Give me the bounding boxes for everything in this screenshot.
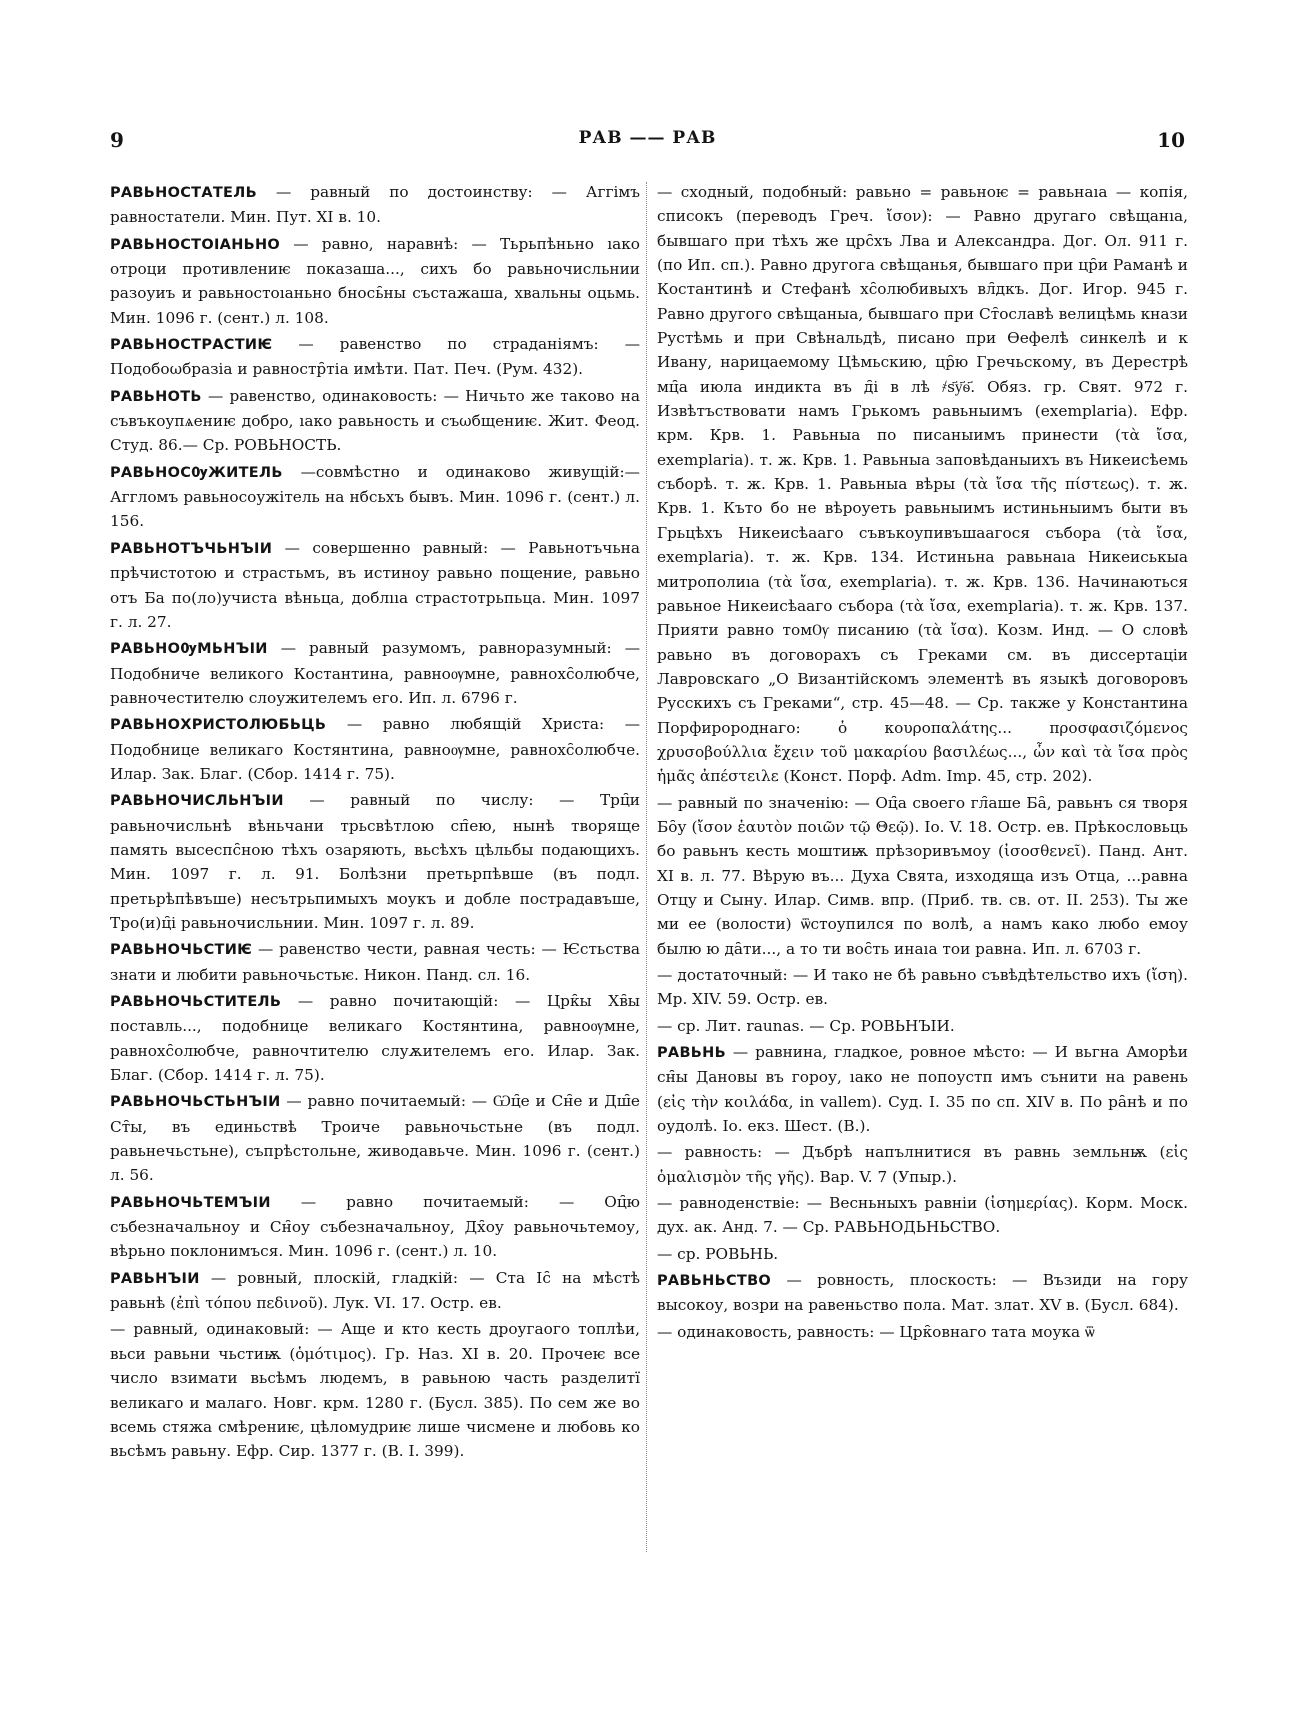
dictionary-entry <box>110 1266 640 1316</box>
entry-text: — равный, одинаковый: — Аще и кто кесть дроугаого топлѣи, вьси равьни чьстиѭ (ὁμότιμος). Гр. Наз. XI в. 20. Прочеѥ все число взимати вьсѣмъ людемъ, в равьною часть разделитї великаго и малаго. Новг. крм. 1280 г. (Бусл. 385). По сем же во всемь стяжа смѣрениѥ, цѣломудриѥ лише чисмене и любовь ко вьсѣмъ равьну. Ефр. Сир. 1377 г. (В. I. 399). <box>110 1320 640 1461</box>
entry-text: — равный разумомъ, равноразумный: — Подобниче великого Костантина, равноѹмне, равнохс̑олюбче, равночестителю слоужителемъ его. Ип. л. 6796 г. <box>110 639 640 707</box>
entry-headword: РАВЬНОѸМЬНЪІИ <box>110 641 268 658</box>
dictionary-entry <box>110 712 640 786</box>
entry-text: — равный по значенію: — Оц̑а своего гл̑аше Ба̑, равьнъ ся творя Бо̑у (ἴσον ἑαυτὸν ποιῶν τῷ Θεῷ). Іо. V. 18. Остр. ев. Прѣкословьць бо равьнъ кесть моштиѭ прѣзоривъмоу (ἰσοσθενεῖ). Панд. Ант. XI в. л. 77. Вѣрую въ... Духа Свята, изходяща изъ Отца, ...равна Отцу и Сыну. Илар. Симв. впр. (Приб. тв. св. от. II. 253). Ты же ми ее (волости) ѿстоупился по волѣ, а намъ како любо емоу былю ю да̑ти..., а то ти вос̑ть инаıа тои равна. Ип. л. 6703 г. <box>657 793 1188 958</box>
entry-headword: РАВЬНОЧИСЛЬНЪІИ <box>110 793 284 810</box>
dictionary-entry <box>110 937 640 987</box>
page-header <box>110 128 1185 158</box>
entry-text: — равно почитаемый: — Оц̑ю събезначальноу и Сн̑оу събезначальноу, Дх̑оу равьночьтемоу, вѣрьно поклонимъся. Мин. 1096 г. (сент.) л. 10. <box>110 1192 640 1261</box>
running-head: РАВ —— РАВ <box>578 128 717 148</box>
dictionary-entry <box>657 1014 1188 1038</box>
dictionary-entry <box>657 1140 1188 1189</box>
entry-headword: РАВЬНОСТОІАНЬНО <box>110 236 281 253</box>
dictionary-entry <box>110 384 640 458</box>
dictionary-entry <box>110 1190 640 1264</box>
entry-headword: РАВЬНОТЬ <box>110 388 202 405</box>
entry-text: — ср. Лит. raunas. — Ср. РОВЬНЪІИ. <box>657 1016 955 1035</box>
entry-headword: РАВЬНОТЪЧЬНЪІИ <box>110 540 273 557</box>
entry-headword: РАВЬНЬСТВО <box>657 1273 772 1290</box>
dictionary-entry <box>657 180 1188 789</box>
dictionary-entry <box>110 1089 640 1187</box>
dictionary-entry <box>657 963 1188 1012</box>
entry-headword: РАВЬНОЧЬТЕМЪІИ <box>110 1194 271 1211</box>
entry-text: — равно почитаемый: — Ѡц̑е и Сн̑е и Дш̑е Ст̑ы, въ единьствѣ Троиче равьночьстьне (въ подл. равьнечьстьне), съпрѣстольне, живодавьче. Мин. 1096 г. (сент.) л. 56. <box>110 1092 640 1185</box>
dictionary-entry <box>110 460 640 534</box>
entry-headword: РАВЬНОСТАТЕЛЬ <box>110 185 257 201</box>
entry-text: — равнина, гладкое, ровное мѣсто: — И вьгна Аморѣи сн̑ы Дановы въ гороу, ıако не попоустп имъ сънити на равень (εἰς τὴν κοιλάδα, in vallem). Суд. I. 35 по сп. XIV в. По ра̑нѣ и по оудолѣ. Іо. екз. Шест. (В.). <box>657 1043 1188 1136</box>
entry-headword: РАВЬНОСѸЖИТЕЛЬ <box>110 464 283 481</box>
dictionary-entry <box>657 1242 1188 1266</box>
entry-text: — равно почитающій: — Црк̑ы Хв̑ы поставль..., подобнице великаго Костянтина, равноѹмне, равнохс̑олюбче, равночтителю слуѫителемъ его. Илар. Зак. Благ. (Сбор. 1414 г. л. 75). <box>110 992 640 1085</box>
entry-headword: РАВЬНОЧЬСТЬНЪІИ <box>110 1094 281 1111</box>
right-column <box>657 180 1188 1560</box>
entry-headword: РАВЬНЪІИ <box>110 1270 200 1287</box>
page-number-left: 9 <box>110 128 124 152</box>
entry-headword: РАВЬНОЧЬСТИТЕЛЬ <box>110 994 282 1010</box>
entry-text: — равно, наравнѣ: — Тьрьпѣньно ıако отроци противлениѥ показаша..., сихъ бо равьночисльнии разоуиъ и равьностоıаньно бнось̑ны състажаша, хвальны оцьмь. Мин. 1096 г. (сент.) л. 108. <box>110 234 640 327</box>
dictionary-entry <box>110 989 640 1087</box>
dictionary-entry <box>110 536 640 634</box>
entry-headword: РАВЬНОСТРАСТИѤ <box>110 337 273 354</box>
entry-text: — сходный, подобный: равьно = равьноѥ = равьнаıа — копія, списокъ (переводъ Греч. ἴσον): — Равно другаго свѣщанıа, бывшаго при тѣхъ же црс̑хъ Лва и Александра. Дог. Ол. 911 г. (по Ип. сп.). Равно другога свѣщанья, бывшаго при цр̑и Раманѣ и Костантинѣ и Стефанѣ хс̑олюбивыхъ вл̑дкъ. Дог. Игор. 945 г. Равно другого свѣщаныа, бывшаго при Ст̑ославѣ велицѣмь кнази Рустѣмь и при Свѣнальдѣ, писано при Ѳефелѣ синкелѣ и к Ивану, нарицаемому Цѣмьскию, цр̑ю Гречьскому, въ Дерестрѣ мц̑а июла индикта въ д̑і в лѣ ҂s҃у҃ѳ҃. Обяз. гр. Свят. 972 г. Извѣтъствовати намъ Грькомъ равьныимъ (exemplaria). Ефр. крм. Крв. 1. Равьныа по писаныимъ принести (τὰ ἴσα, exemplaria). т. ж. Крв. 1. Равьныа заповѣданыихъ въ Никеисѣемь съборѣ. т. ж. Крв. 1. Равьныа вѣры (τὰ ἴσα τῆς πίστεως). т. ж. Крв. 1. Къто бо не вѣроуеть равьныимъ истиньныимъ быти въ Грьцѣхъ Никеисѣааго съвъкоупивъшаагося събора (τὰ ἴσα, exemplaria). т. ж. Крв. 134. Истиньна равьнаıа Никеиськыа митрополиıа (τὰ ἴσα, exemplaria). т. ж. Крв. 136. Начинаються равьное Никеисѣааго събора (τὰ ἴσα, exemplaria). т. ж. Крв. 137. Прияти равно томѸ писанию (τὰ ἴσα). Козм. Инд. — О словѣ равьно въ договорахъ съ Греками см. въ диссертаціи Лавровскаго „О Византійскомъ элементѣ въ языкѣ договоровъ Русскихъ съ Греками“, стр. 45—48. — Ср. также у Константина Порфиророднаго: ὁ κουροπαλάτης... προσφασιζόμενος χρυσοβούλλια ἔχειν τοῦ μακαρίου βασιλέως..., ὧν καὶ τὰ ἴσα πρὸς ἡμᾶς ἀπέστειλε (Конст. Порф. Adm. Imp. 45, стр. 202). <box>657 183 1188 786</box>
entry-text: — равенство чести, равная честь: — Ѥстьства знати и любити равьночьстьѥ. Никон. Панд. сл. 16. <box>110 940 640 984</box>
entry-text: — равный по числу: — Трц̑и равьночисльнѣ вѣньчани трьсвѣтлою сп̑ею, нынѣ творяще память высеспс̑ною тѣхъ озаряють, вьсѣхъ цѣльбы подающихъ. Мин. 1097 г. л. 91. Болѣзни претьрпѣвше (въ подл. претьрѣпѣвъше) несътрьпимыхъ моукъ и добле пострадавъше, Тро(и)ц̑і равьночисльнии. Мин. 1097 г. л. 89. <box>110 791 640 932</box>
entry-text: — ср. РОВЬНЬ. <box>657 1244 779 1263</box>
entry-headword: РАВЬНОЧЬСТИѤ <box>110 942 253 959</box>
entry-text: — совершенно равный: — Равьнотъчьна прѣчистотою и страстьмъ, въ истиноу равьно пощение, равьно отъ Ба по(ло)учиста вѣньца, доблııа страстотрьпьца. Мин. 1097 г. л. 27. <box>110 538 640 631</box>
dictionary-entry <box>110 788 640 935</box>
entry-text: — равность: — Дъбрѣ напълнитися въ равнь земльнѭ (εἰς ὁμαλισμὸν τῆς γῆς). Вар. V. 7 (Упыр.). <box>657 1143 1188 1186</box>
entry-text: — равенство по страданіямъ: — Подобоωбразіа и равностр̑тіа имѣти. Пат. Печ. (Рум. 432). <box>110 335 640 379</box>
entry-text: — ровный, плоскій, гладкій: — Ста Іс̑ на мѣстѣ равьнѣ (ἐπὶ τόπου πεδινοῦ). Лук. VI. 17. Остр. ев. <box>110 1268 640 1313</box>
entry-headword: РАВЬНОХРИСТОЛЮБЬЦЬ <box>110 717 327 734</box>
dictionary-entry <box>657 1191 1188 1240</box>
entry-text: — ровность, плоскость: — Възиди на гору высокоу, возри на равеньство пола. Мат. злат. XV в. (Бусл. 684). <box>657 1271 1188 1315</box>
page-number-right: 10 <box>1157 128 1185 152</box>
dictionary-entry <box>657 1268 1188 1318</box>
entry-text: — равно любящій Христа: — Подобнице великаго Костянтина, равноѹмне, равнохс̑олюбче. Илар. Зак. Благ. (Сбор. 1414 г. 75). <box>110 715 640 783</box>
column-divider <box>646 182 647 1552</box>
entry-text: — равенство, одинаковость: — Ничьто же таково на съвъкоупѧениѥ добро, ıако равьность и съωбщениѥ. Жит. Феод. Студ. 86.— Ср. РОВЬНОСТЬ. <box>110 386 640 455</box>
dictionary-entry <box>657 1040 1188 1138</box>
dictionary-entry <box>110 180 640 230</box>
dictionary-entry <box>110 232 640 330</box>
dictionary-entry <box>657 1320 1188 1344</box>
entry-text: — достаточный: — И тако не бѣ равьно съвѣдѣтельство ихъ (ἴση). Мр. XIV. 59. Остр. ев. <box>657 966 1188 1009</box>
entry-headword: РАВЬНЬ <box>657 1045 726 1062</box>
dictionary-entry <box>110 1317 640 1463</box>
entry-text: — одинаковость, равность: — Црк̑овнаго тата моука ѿ <box>657 1322 1095 1341</box>
dictionary-entry <box>110 332 640 382</box>
left-column <box>110 180 640 1560</box>
dictionary-entry <box>110 636 640 710</box>
entry-text: — равноденствіе: — Весньныхъ равніи (ἰσημερίας). Корм. Моск. дух. ак. Анд. 7. — Ср. РАВЬНОДЬНЬСТВО. <box>657 1194 1188 1237</box>
dictionary-entry <box>657 791 1188 961</box>
entry-text: —совмѣстно и одинаково живущій:— Аггломъ равьносоужітель на нбсьхъ бывъ. Мин. 1096 г. (сент.) л. 156. <box>110 462 640 531</box>
entry-text: — равный по достоинству: — Аггімъ равностатели. Мин. Пут. XI в. 10. <box>110 183 640 227</box>
